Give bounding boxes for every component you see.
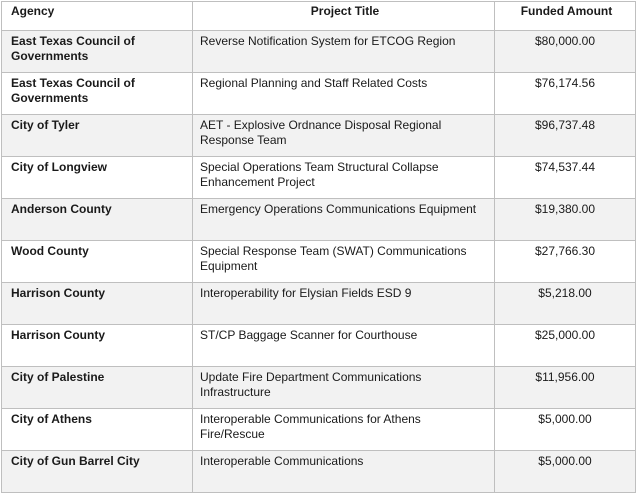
funded-amount-cell: $74,537.44 <box>495 157 636 199</box>
table-row <box>2 367 636 409</box>
table-row <box>2 283 636 325</box>
funded-amount-cell: $76,174.56 <box>495 73 636 115</box>
table-row <box>2 199 636 241</box>
project-title-cell: AET - Explosive Ordnance Disposal Regional Response Team <box>193 115 495 157</box>
column-header-agency: Agency <box>2 2 193 31</box>
project-title-cell: Interoperable Communications for Athens Fire/Rescue <box>193 409 495 451</box>
funded-amount-cell: $5,000.00 <box>495 409 636 451</box>
funded-amount-cell: $27,766.30 <box>495 241 636 283</box>
table-row <box>2 409 636 451</box>
agency-cell: Wood County <box>2 241 193 283</box>
column-header-funded-amount: Funded Amount <box>495 2 636 31</box>
agency-cell: City of Athens <box>2 409 193 451</box>
column-header-project-title: Project Title <box>193 2 495 31</box>
agency-cell: Harrison County <box>2 283 193 325</box>
project-title-cell: Special Response Team (SWAT) Communications Equipment <box>193 241 495 283</box>
project-title-cell: Interoperability for Elysian Fields ESD 9 <box>193 283 495 325</box>
agency-cell: East Texas Council of Governments <box>2 73 193 115</box>
agency-cell: City of Longview <box>2 157 193 199</box>
agency-cell: City of Palestine <box>2 367 193 409</box>
project-title-cell: Reverse Notification System for ETCOG Region <box>193 31 495 73</box>
table-row <box>2 241 636 283</box>
funded-amount-cell: $96,737.48 <box>495 115 636 157</box>
table-header <box>2 2 636 31</box>
funded-amount-cell: $25,000.00 <box>495 325 636 367</box>
project-title-cell: Interoperable Communications <box>193 451 495 493</box>
funded-amount-cell: $5,000.00 <box>495 451 636 493</box>
table-row <box>2 115 636 157</box>
table-row <box>2 157 636 199</box>
funded-amount-cell: $5,218.00 <box>495 283 636 325</box>
agency-cell: East Texas Council of Governments <box>2 31 193 73</box>
table-body <box>2 31 636 493</box>
project-title-cell: Special Operations Team Structural Collapse Enhancement Project <box>193 157 495 199</box>
project-title-cell: ST/CP Baggage Scanner for Courthouse <box>193 325 495 367</box>
table-row <box>2 31 636 73</box>
agency-cell: Harrison County <box>2 325 193 367</box>
table-row <box>2 73 636 115</box>
table-row <box>2 325 636 367</box>
table-row <box>2 451 636 493</box>
funding-table <box>1 1 636 493</box>
project-title-cell: Update Fire Department Communications Infrastructure <box>193 367 495 409</box>
header-row <box>2 2 636 31</box>
funded-amount-cell: $11,956.00 <box>495 367 636 409</box>
project-title-cell: Regional Planning and Staff Related Costs <box>193 73 495 115</box>
funded-amount-cell: $80,000.00 <box>495 31 636 73</box>
agency-cell: Anderson County <box>2 199 193 241</box>
agency-cell: City of Gun Barrel City <box>2 451 193 493</box>
funded-amount-cell: $19,380.00 <box>495 199 636 241</box>
project-title-cell: Emergency Operations Communications Equipment <box>193 199 495 241</box>
agency-cell: City of Tyler <box>2 115 193 157</box>
